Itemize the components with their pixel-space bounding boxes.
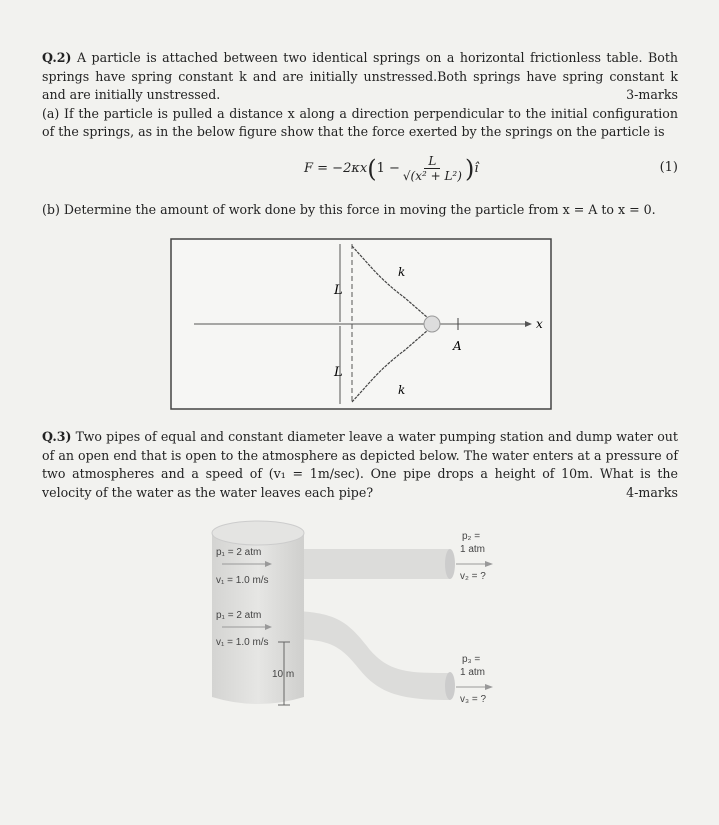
label-x-axis: x: [536, 317, 543, 331]
v1-top-label: v₁ = 1.0 m/s: [216, 575, 269, 586]
q2-marks: 3-marks: [626, 87, 678, 103]
pipe-figure: [200, 515, 520, 715]
q2-intro: [42, 49, 678, 142]
particle: [424, 316, 440, 332]
equation-number: (1): [659, 160, 678, 175]
q2-part-a: (a) If the particle is pulled a distance x along a direction perpendicular to the initial configuration of the springs, as in the below figure show that the force exerted by the springs on the particle is: [42, 105, 678, 140]
v3-label: v₃ = ?: [460, 694, 487, 705]
p2-label: p₂ =: [462, 531, 481, 542]
force-equation: F = −2κx ( 1 − $\frac{L}{\text{√(x² + L²)}}$ ) î (1): [304, 154, 678, 183]
label-L-bottom: L: [334, 365, 343, 380]
q3-label: Q.3): [42, 429, 72, 444]
formula-one: 1 −: [376, 161, 400, 176]
p2-value: 1 atm: [460, 544, 486, 555]
formula-denominator: √(x² + L²): [402, 169, 462, 183]
q2-intro-text: A particle is attached between two identical springs on a horizontal frictionless table. Both springs have spring constant k and are initially unstressed.Both springs have spring constant k and are initially unstressed.: [42, 50, 678, 103]
p1-bottom-label: p₁ = 2 atm: [216, 610, 262, 621]
q3-body: Two pipes of equal and constant diameter leave a water pumping station and dump water out of an open end that is open to the atmosphere as depicted below. The water enters at a pressure of two atmospheres and a speed of (v₁ = 1m/sec). One pipe drops a height of 10m. What is the velocity of the water as the water leaves each pipe?: [42, 429, 678, 500]
formula-lhs: F = −2κx: [304, 161, 368, 176]
q3-marks: 4-marks: [626, 484, 678, 500]
p1-top-label: p₁ = 2 atm: [216, 547, 262, 558]
v2-label: v₂ = ?: [460, 571, 486, 582]
label-k-bottom: k: [398, 383, 406, 397]
p3-label: p₃ =: [462, 654, 481, 665]
formula-numerator: L: [424, 154, 440, 169]
q2-part-b: (b) Determine the amount of work done by this force in moving the particle from x = A to x = 0.: [42, 202, 656, 217]
formula-unit-vector: î: [474, 161, 479, 176]
spring-figure: [170, 238, 554, 412]
label-A: A: [453, 339, 462, 353]
label-L-top: L: [334, 283, 343, 298]
label-k-top: k: [398, 265, 406, 279]
q2-label: Q.2): [42, 50, 72, 65]
height-label: 10 m: [272, 669, 295, 680]
q3-text: [42, 428, 678, 502]
v1-bottom-label: v₁ = 1.0 m/s: [216, 637, 269, 648]
p3-value: 1 atm: [460, 667, 486, 678]
